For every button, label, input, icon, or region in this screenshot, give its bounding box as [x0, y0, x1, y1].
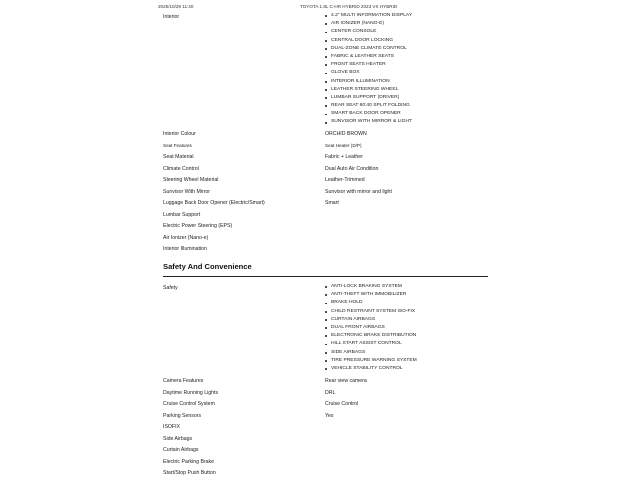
spec-label: Lumbar Support [163, 212, 201, 218]
spec-label: Side Airbags [163, 436, 193, 442]
spec-value: Seat Heater (D/P) [325, 143, 362, 148]
list-item: CURTAIN AIRBAGS [325, 316, 417, 324]
spec-value: Sunvisor with mirror and light [325, 189, 392, 195]
list-item: DUAL-ZONE CLIMATE CONTROL [325, 45, 412, 53]
interior-label: Interior [163, 14, 180, 20]
spec-label: Camera Features [163, 378, 204, 384]
spec-label: Interior Colour [163, 131, 196, 137]
section-title: Safety And Convenience [163, 262, 252, 271]
document-title: TOYOTA 1.8L C-HR HYBRID 2023 VX HYBRID [300, 4, 398, 9]
spec-value: Smart [325, 200, 339, 206]
spec-label: Interior Illumination [163, 246, 207, 252]
list-item: LUMBAR SUPPORT (DRIVER) [325, 94, 412, 102]
spec-label: Electric Power Steering (EPS) [163, 223, 233, 229]
list-item: SMART BACK DOOR OPENER [325, 110, 412, 118]
spec-value: Yes [325, 413, 334, 419]
section-divider [163, 276, 488, 277]
spec-label: Sunvisor With Mirror [163, 189, 210, 195]
spec-label: Steering Wheel Material [163, 177, 219, 183]
list-item: HILL START ASSIST CONTROL [325, 340, 417, 348]
interior-feature-list [325, 12, 412, 127]
list-item: ELECTRONIC BRAKE DISTRIBUTION [325, 332, 417, 340]
spec-label: Start/Stop Push Button [163, 470, 216, 476]
spec-label: Cruise Control System [163, 401, 215, 407]
list-item: ANTI-LOCK BRAKING SYSTEM [325, 283, 417, 291]
list-item: CHILD RESTRAINT SYSTEM ISO-FIX [325, 308, 417, 316]
list-item: DUAL FRONT AIRBAGS [325, 324, 417, 332]
spec-label: Curtain Airbags [163, 447, 199, 453]
list-item: GLOVE BOX [325, 69, 412, 77]
spec-label: Seat Material [163, 154, 194, 160]
spec-value: ORCHID BROWN [325, 131, 367, 137]
spec-label: Daytime Running Lights [163, 390, 219, 396]
list-item: INTERIOR ILLUMINATION [325, 78, 412, 86]
print-datetime: 2025/10/29 11:40 [158, 4, 194, 9]
spec-value: Leather-Trimmed [325, 177, 365, 183]
safety-feature-list [325, 283, 417, 373]
list-item: CENTRAL DOOR LOCKING [325, 37, 412, 45]
list-item: BRAKE HOLD [325, 299, 417, 307]
list-item: SIDE AIRBAGS [325, 349, 417, 357]
list-item: AIR IONIZER (NANO-E) [325, 20, 412, 28]
safety-label: Safety [163, 285, 178, 291]
spec-value: Fabric + Leather [325, 154, 363, 160]
spec-value: DRL [325, 390, 336, 396]
spec-label: Climate Control [163, 166, 199, 172]
spec-value: Dual Auto Air Condition [325, 166, 379, 172]
spec-value: Rear view camera [325, 378, 367, 384]
spec-label: Luggage Back Door Opener (Electric/Smart) [163, 200, 265, 206]
list-item: TIRE PRESSURE WARNING SYSTEM [325, 357, 417, 365]
spec-label: Electric Parking Brake [163, 459, 215, 465]
spec-label: Seat Features [163, 143, 192, 148]
spec-label: ISOFIX [163, 424, 181, 430]
list-item: FRONT SEATS HEATER [325, 61, 412, 69]
spec-label: Air Ionizer (Nano-e) [163, 235, 209, 241]
spec-value: Cruise Control [325, 401, 359, 407]
list-item: REAR SEAT 60:40 SPLIT FOLDING [325, 102, 412, 110]
list-item: ANTI-THEFT WITH IMMOBILIZER [325, 291, 417, 299]
list-item: LEATHER STEERING WHEEL [325, 86, 412, 94]
list-item: VEHICLE STABILITY CONTROL [325, 365, 417, 373]
list-item: CENTER CONSOLE [325, 28, 412, 36]
list-item: FABRIC & LEATHER SEATS [325, 53, 412, 61]
list-item: 4.2" MULTI INFORMATION DISPLAY [325, 12, 412, 20]
list-item: SUNVISOR WITH MIRROR & LIGHT [325, 118, 412, 126]
spec-label: Parking Sensors [163, 413, 202, 419]
